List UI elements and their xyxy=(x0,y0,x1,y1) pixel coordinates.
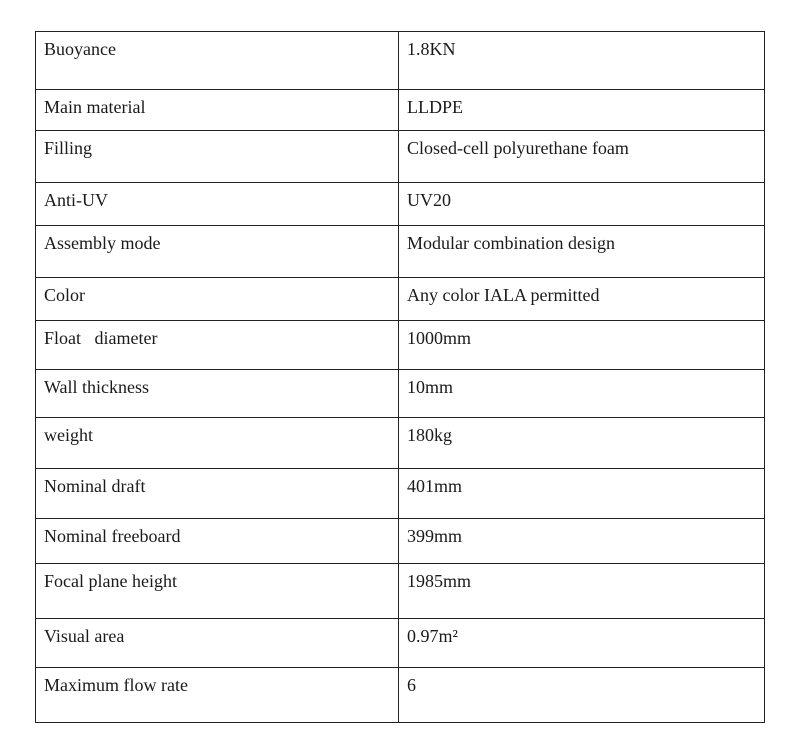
table-row xyxy=(36,32,765,90)
spec-label: Anti-UV xyxy=(36,183,399,226)
spec-value: 6 xyxy=(399,668,765,723)
spec-label: Filling xyxy=(36,131,399,183)
spec-label: Main material xyxy=(36,90,399,131)
table-row xyxy=(36,183,765,226)
spec-value: Modular combination design xyxy=(399,226,765,278)
table-row xyxy=(36,226,765,278)
table-row xyxy=(36,90,765,131)
spec-value: 180kg xyxy=(399,418,765,469)
spec-value: UV20 xyxy=(399,183,765,226)
table-row xyxy=(36,519,765,564)
spec-label: Nominal freeboard xyxy=(36,519,399,564)
table-row xyxy=(36,668,765,723)
spec-label: Float diameter xyxy=(36,321,399,370)
spec-label: Maximum flow rate xyxy=(36,668,399,723)
spec-label: Focal plane height xyxy=(36,564,399,619)
spec-label: Visual area xyxy=(36,619,399,668)
table-row xyxy=(36,370,765,418)
table-row xyxy=(36,469,765,519)
table-row xyxy=(36,278,765,321)
spec-label: Assembly mode xyxy=(36,226,399,278)
spec-value: Any color IALA permitted xyxy=(399,278,765,321)
spec-value: 401mm xyxy=(399,469,765,519)
spec-label: weight xyxy=(36,418,399,469)
table-row xyxy=(36,564,765,619)
spec-label: Buoyance xyxy=(36,32,399,90)
table-row xyxy=(36,418,765,469)
spec-value: 1985mm xyxy=(399,564,765,619)
table-row xyxy=(36,619,765,668)
spec-value: 0.97m² xyxy=(399,619,765,668)
spec-value: 1000mm xyxy=(399,321,765,370)
spec-value: LLDPE xyxy=(399,90,765,131)
spec-value: 10mm xyxy=(399,370,765,418)
spec-label: Color xyxy=(36,278,399,321)
spec-label: Nominal draft xyxy=(36,469,399,519)
spec-label: Wall thickness xyxy=(36,370,399,418)
spec-value: 399mm xyxy=(399,519,765,564)
table-row xyxy=(36,131,765,183)
table-row xyxy=(36,321,765,370)
spec-value: Closed-cell polyurethane foam xyxy=(399,131,765,183)
specification-table xyxy=(35,31,765,723)
spec-value: 1.8KN xyxy=(399,32,765,90)
